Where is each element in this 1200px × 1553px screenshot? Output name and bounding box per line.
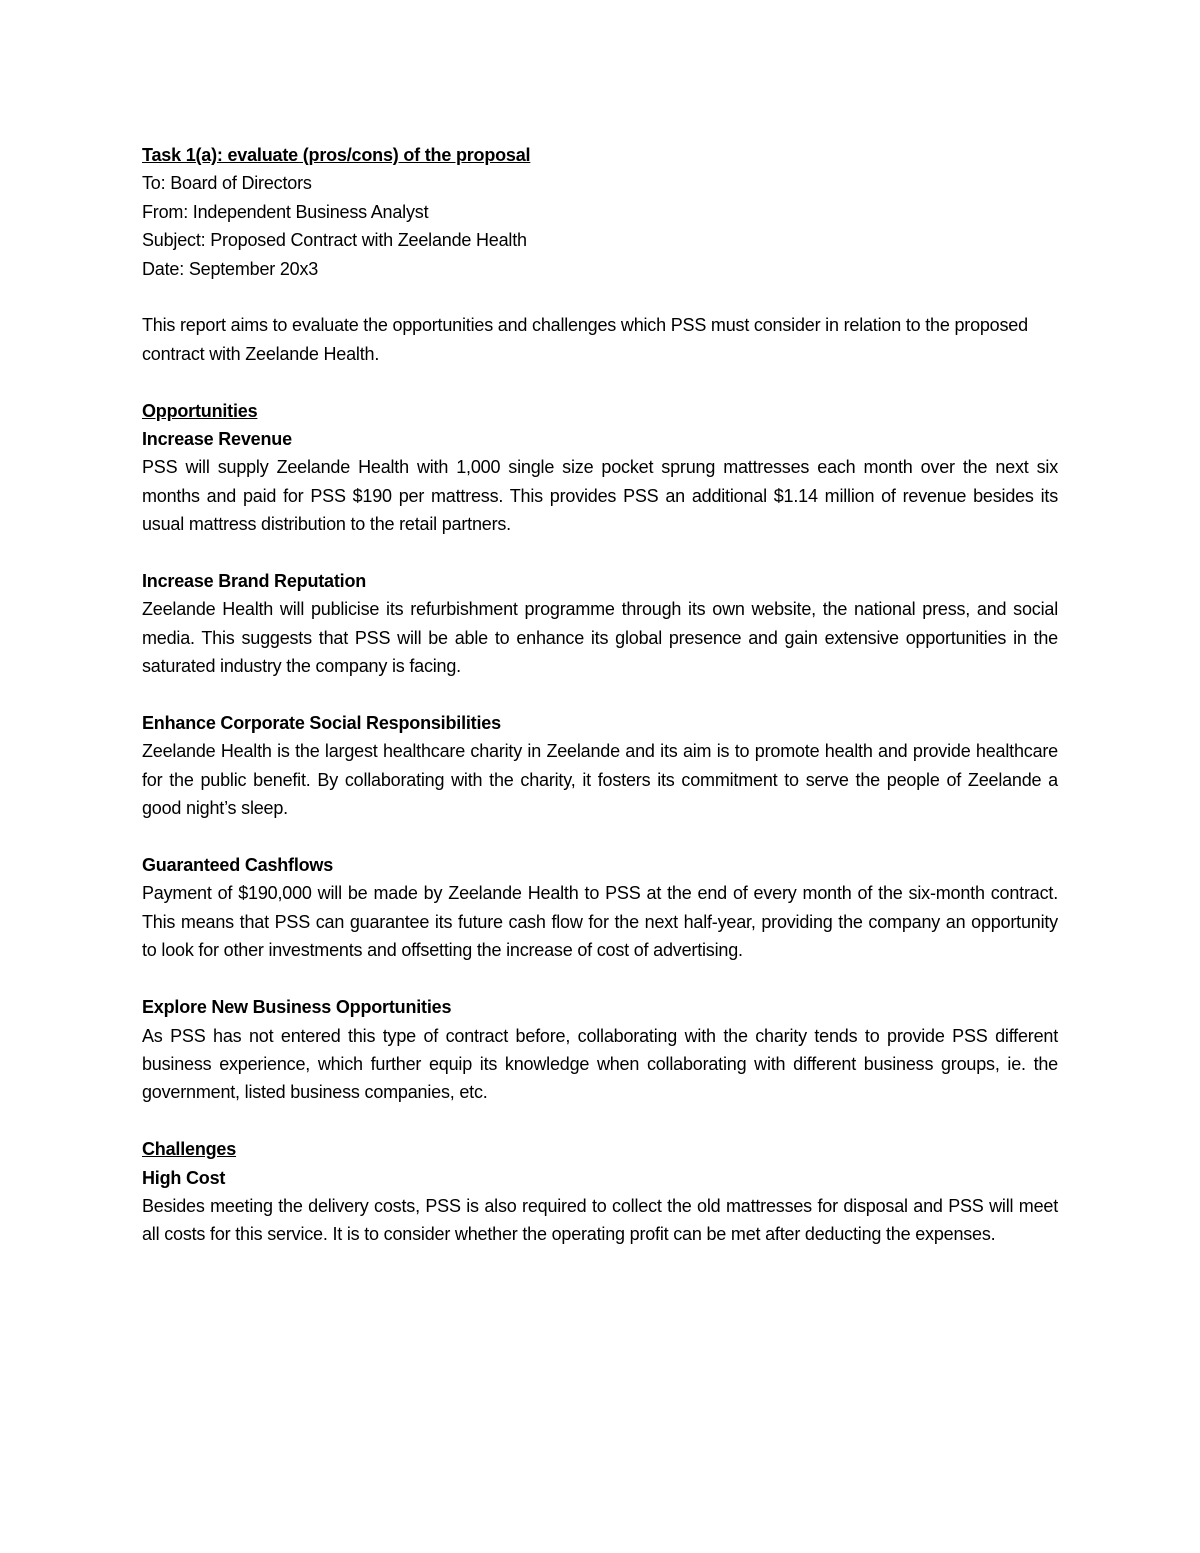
subsection-paragraph: Zeelande Health is the largest healthcare charity in Zeelande and its aim is to promote health and provide healthcare for the public benefit. By collaborating with the charity, it fosters its commitment to serve the people of Zeelande a good night’s sleep. xyxy=(142,741,1058,819)
opportunity-cashflows xyxy=(142,851,1058,965)
subsection-paragraph: Besides meeting the delivery costs, PSS is also required to collect the old mattresses for disposal and PSS will meet all costs for this service. It is to consider whether the operating profit can be met after deducting the expenses. xyxy=(142,1195,1058,1245)
opportunities-heading: Opportunities xyxy=(142,400,258,421)
opportunity-brand-reputation xyxy=(142,567,1058,681)
subsection-heading: Enhance Corporate Social Responsibilities xyxy=(142,713,501,734)
subsection-paragraph: As PSS has not entered this type of contract before, collaborating with the charity tends to provide PSS different business experience, which further equip its knowledge when collaborating with different business groups, ie. the government, listed business companies, etc. xyxy=(142,1025,1058,1103)
subsection-heading: High Cost xyxy=(142,1167,226,1188)
subsection-paragraph: Zeelande Health will publicise its refurbishment programme through its own website, the national press, and social media. This suggests that PSS will be able to enhance its global presence and gain extensive opportunities in the saturated industry the company is facing. xyxy=(142,599,1058,677)
memo-from: From: Independent Business Analyst xyxy=(142,201,429,222)
spacer xyxy=(142,1107,1058,1135)
subsection-paragraph: Payment of $190,000 will be made by Zeelande Health to PSS at the end of every month of the six-month contract. This means that PSS can guarantee its future cash flow for the next half-year, providing the company an opportunity to look for other investments and offsetting the increase of cost of advertising. xyxy=(142,883,1058,961)
subsection-heading: Explore New Business Opportunities xyxy=(142,997,452,1018)
spacer xyxy=(142,283,1058,311)
spacer xyxy=(142,681,1058,709)
subsection-heading: Increase Revenue xyxy=(142,429,292,450)
challenge-high-cost xyxy=(142,1164,1058,1249)
spacer xyxy=(142,368,1058,396)
document-body xyxy=(142,141,1058,1249)
spacer xyxy=(142,965,1058,993)
subsection-paragraph: PSS will supply Zeelande Health with 1,000 single size pocket sprung mattresses each month over the next six months and paid for PSS $190 per mattress. This provides PSS an additional $1.14 million of revenue besides its usual mattress distribution to the retail partners. xyxy=(142,457,1058,535)
challenges-section xyxy=(142,1135,1058,1249)
subsection-heading: Increase Brand Reputation xyxy=(142,571,367,592)
memo-date: Date: September 20x3 xyxy=(142,258,319,279)
challenges-heading: Challenges xyxy=(142,1139,237,1160)
memo-to: To: Board of Directors xyxy=(142,173,312,194)
spacer xyxy=(142,539,1058,567)
memo-subject: Subject: Proposed Contract with Zeelande Health xyxy=(142,230,527,251)
opportunity-csr xyxy=(142,709,1058,823)
document-title: Task 1(a): evaluate (pros/cons) of the proposal xyxy=(142,145,531,165)
memo-header xyxy=(142,169,1058,283)
subsection-heading: Guaranteed Cashflows xyxy=(142,855,334,876)
intro-paragraph: This report aims to evaluate the opportunities and challenges which PSS must consider in relation to the proposed contract with Zeelande Health. xyxy=(142,315,1028,364)
opportunity-new-business xyxy=(142,993,1058,1107)
opportunities-section xyxy=(142,397,1058,1107)
opportunity-increase-revenue xyxy=(142,425,1058,539)
spacer xyxy=(142,823,1058,851)
